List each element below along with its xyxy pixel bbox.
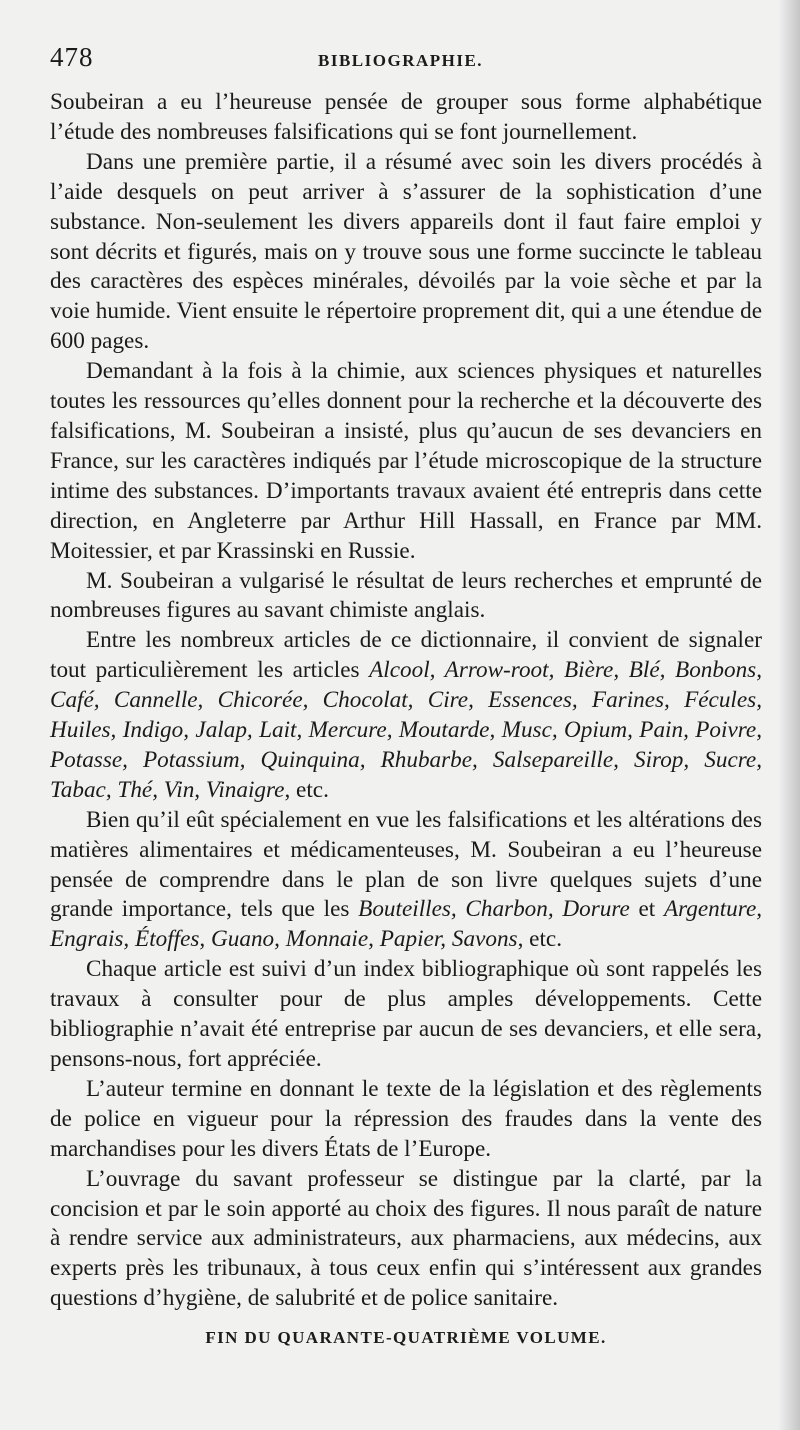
page-header [50,42,762,88]
paragraph-6 [50,806,762,956]
paragraph-4: M. Soubeiran a vulgarisé le résultat de leurs recherches et emprunté de nombreuses figures au savant chimiste anglais. [50,567,762,624]
running-title: BIBLIOGRAPHIE. [318,51,484,70]
paragraph-5-text: Entre les nombreux articles de ce dictionnaire, il convient de signaler tout particulièrement les articles [50,627,762,684]
paragraph-3: Demandant à la fois à la chimie, aux sciences physiques et naturelles toutes les ressources qu’elles donnent pour la recherche et la découverte des falsifications, M. Soubeiran a insisté, plus qu’aucun de ses devanciers en France, sur les caractères indiqués par l’étude microscopique de la structure intime des substances. D’importants travaux avaient été entrepris dans cette direction, en Angleterre par Arthur Hill Hassall, en France par MM. Moitessier, et par Krassinski en Russie. [50,358,762,564]
volume-end-footer: FIN DU QUARANTE-QUATRIÈME VOLUME. [205,1328,607,1348]
page-number: 478 [50,42,94,72]
subjects-tail: , etc. [517,926,562,953]
subjects-part2: Argenture, Engrais, Étoffes, Guano, Monnaie, Papier, Savons [50,896,763,953]
paragraph-1: Soubeiran a eu l’heureuse pensée de grouper sous forme alphabétique l’étude des nombreuses falsifications qui se font journellement. [50,89,762,145]
paragraph-7: Chaque article est suivi d’un index bibliographique où sont rappelés les travaux à consulter pour de plus amples développements. Cette bibliographie n’avait été entreprise par aucun de ses devanciers, et elle sera, pensons-nous, fort appréciée. [50,956,762,1072]
paragraph-9: L’ouvrage du savant professeur se distingue par la clarté, par la concision et par le soin apporté au choix des figures. Il nous paraît de nature à rendre service aux administrateurs, aux pharmaciens, aux médecins, aux experts près les tribunaux, à tous ceux enfin qui s’intéressent aux grandes questions d’hygiène, de salubrité et de police sanitaire. [50,1165,762,1312]
paragraph-2: Dans une première partie, il a résumé avec soin les divers procédés à l’aide desquels on peut arriver à s’assurer de la sophistication d’une substance. Non-seulement les divers appareils dont il faut faire emploi y sont décrits et figurés, mais on y trouve sous une forme succincte le tableau des caractères des espèces minérales, dévoilés par la voie sèche et par la voie humide. Vient ensuite le répertoire proprement dit, qui a une étendue de 600 pages. [50,148,762,355]
paragraph-5 [50,626,762,805]
articles-tail: , etc. [284,776,329,803]
page-edge-shadow [778,0,800,1430]
paragraph-6-text: Bien qu’il eût spécialement en vue les falsifications et les altérations des matières alimentaires et médicamenteuses, M. Soubeiran a eu l’heureuse pensée de comprendre dans le plan de son livre quelques sujets d’une grande importance, tels que les [50,806,762,923]
paragraph-8: L’auteur termine en donnant le texte de la législation et des règlements de police en vigueur pour la répression des fraudes dans la vente des marchandises pour les divers États de l’Europe. [50,1075,762,1162]
subjects-joiner: et [629,896,664,923]
body-text [50,88,762,1314]
subjects-part1: Bouteilles, Charbon, Dorure [358,896,630,923]
articles-list: Alcool, Arrow-root, Bière, Blé, Bonbons, Café, Cannelle, Chicorée, Chocolat, Cire, Essences, Farines, Fécules, Huiles, Indigo, Jalap, Lait, Mercure, Moutarde, Musc, Opium, Pain, Poivre, Potasse, Potassium, Quinquina, Rhubarbe, Salsepareille, Sirop, Sucre, Tabac, Thé, Vin, Vinaigre [50,657,762,803]
